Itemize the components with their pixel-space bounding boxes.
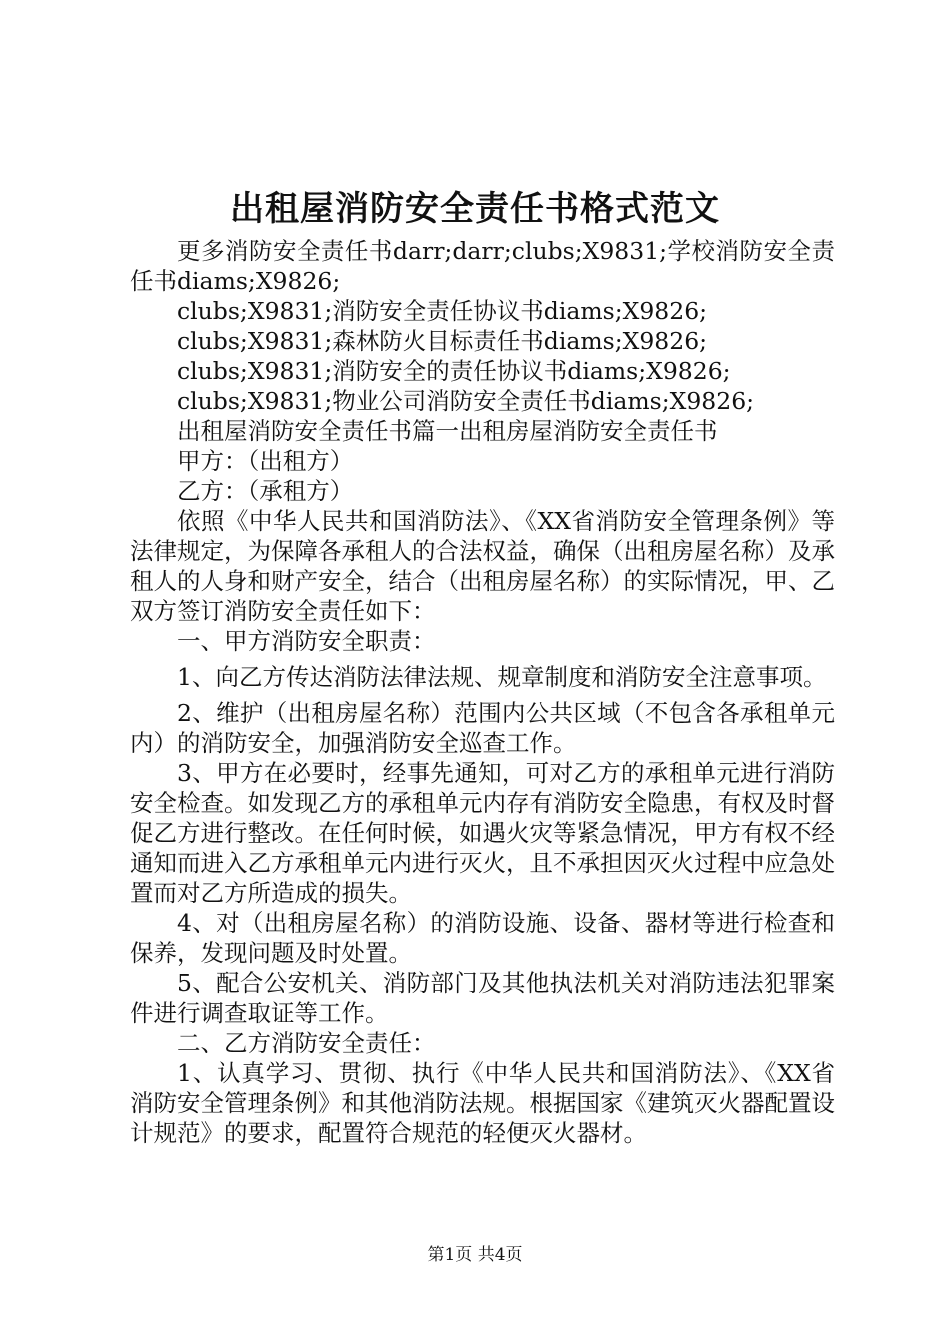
paragraph-item: 1、向乙方传达消防法律法规、规章制度和消防安全注意事项。 xyxy=(177,663,827,691)
document-body xyxy=(130,236,835,1148)
document-title: 出租屋消防安全责任书格式范文 xyxy=(230,189,720,229)
paragraph-party-a-duties-heading: 一、甲方消防安全职责： xyxy=(177,627,436,655)
paragraph-party-b: 乙方：（承租方） xyxy=(177,477,354,505)
paragraph-section-heading: 出租屋消防安全责任书篇一出租房屋消防安全责任书 xyxy=(177,417,718,445)
paragraph-item: 3、甲方在必要时，经事先通知，可对乙方的承租单元进行消防安全检查。如发现乙方的承租单元内存有消防安全隐患，有权及时督促乙方进行整改。在任何时候，如遇火灾等紧急情况，甲方有权不经通知而进入乙方承租单元内进行灭火，且不承担因灭火过程中应急处置而对乙方所造成的损失。 xyxy=(130,759,835,907)
paragraph-party-b-duties-heading: 二、乙方消防安全责任： xyxy=(177,1029,436,1057)
page-footer: 第1页 共4页 xyxy=(427,1245,523,1265)
paragraph-item: 2、维护（出租房屋名称）范围内公共区域（不包含各承租单元内）的消防安全，加强消防安全巡查工作。 xyxy=(130,699,835,757)
paragraph-link-2: clubs;X9831;森林防火目标责任书diams;X9826; xyxy=(177,327,708,355)
paragraph-party-a: 甲方：（出租方） xyxy=(177,447,354,475)
paragraph-link-1: clubs;X9831;消防安全责任协议书diams;X9826; xyxy=(177,297,708,325)
paragraph-preamble: 依照《中华人民共和国消防法》、《XX省消防安全管理条例》等法律规定，为保障各承租人的合法权益，确保（出租房屋名称）及承租人的人身和财产安全，结合（出租房屋名称）的实际情况，甲、乙双方签订消防安全责任如下： xyxy=(130,507,835,625)
paragraph-link-4: clubs;X9831;物业公司消防安全责任书diams;X9826; xyxy=(177,387,755,415)
paragraph-more-links: 更多消防安全责任书darr;darr;clubs;X9831;学校消防安全责任书diams;X9826; xyxy=(130,237,835,295)
paragraph-item: 5、配合公安机关、消防部门及其他执法机关对消防违法犯罪案件进行调查取证等工作。 xyxy=(130,969,835,1027)
paragraph-item: 4、对（出租房屋名称）的消防设施、设备、器材等进行检查和保养，发现问题及时处置。 xyxy=(130,909,835,967)
paragraph-link-3: clubs;X9831;消防安全的责任协议书diams;X9826; xyxy=(177,357,731,385)
paragraph-item: 1、认真学习、贯彻、执行《中华人民共和国消防法》、《XX省消防安全管理条例》和其他消防法规。根据国家《建筑灭火器配置设计规范》的要求，配置符合规范的轻便灭火器材。 xyxy=(130,1059,835,1147)
